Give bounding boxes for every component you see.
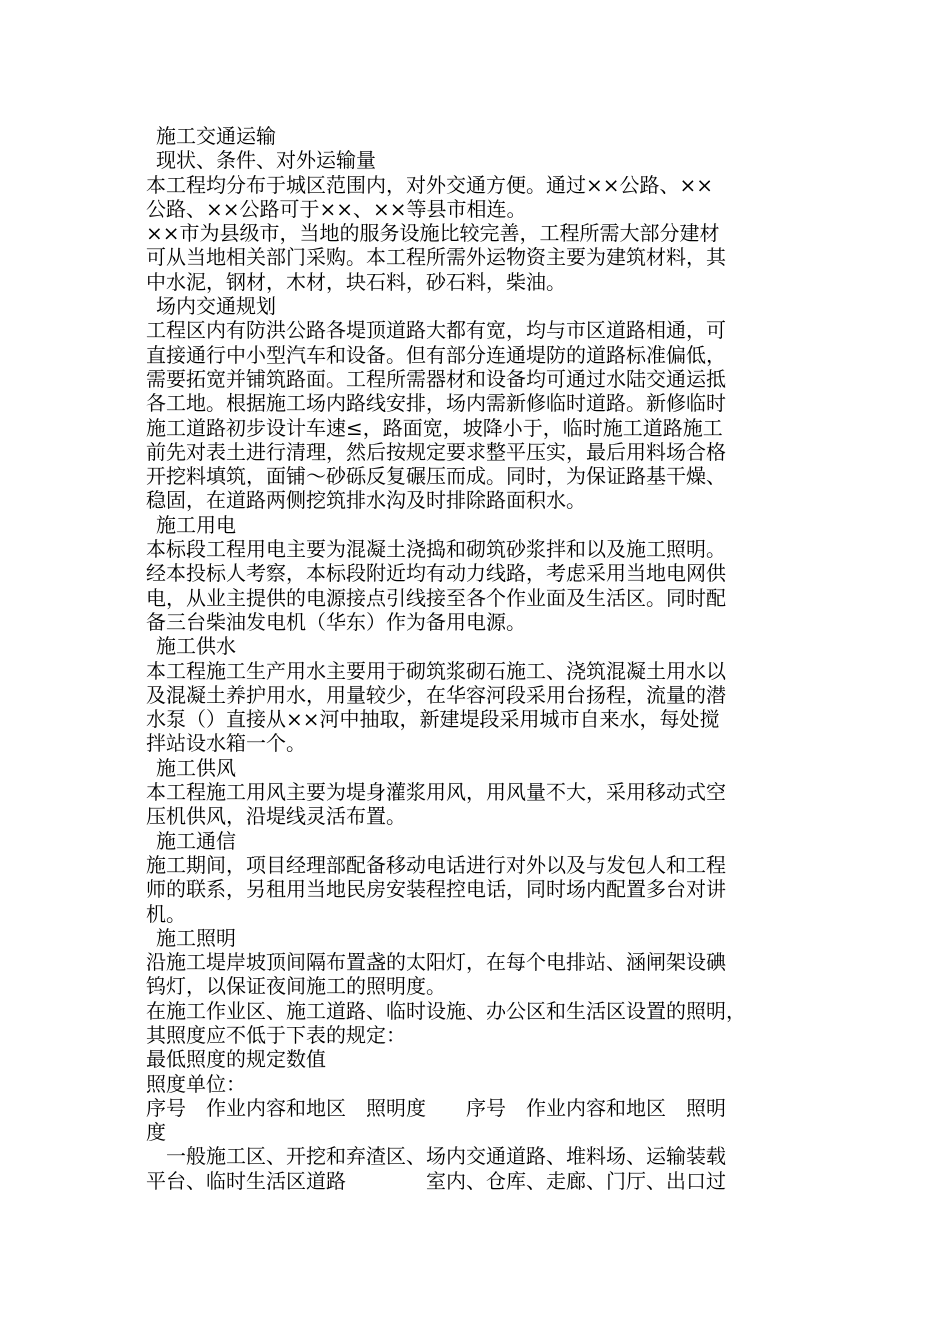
paragraph-line: 直接通行中小型汽车和设备。但有部分连通堤防的道路标准偏低， (146, 342, 726, 367)
section-heading: 施工用电 (156, 512, 236, 537)
paragraph-line: 本标段工程用电主要为混凝土浇捣和砌筑砂浆拌和以及施工照明。 (146, 537, 726, 562)
paragraph-line: 施工期间，项目经理部配备移动电话进行对外以及与发包人和工程 (146, 852, 726, 877)
paragraph-line: 其照度应不低于下表的规定： (146, 1022, 406, 1047)
paragraph-line: 公路、××公路可于××、××等县市相连。 (146, 196, 527, 221)
paragraph-line: 度 (146, 1120, 166, 1145)
section-heading: 现状、条件、对外运输量 (156, 148, 376, 173)
paragraph-line: 前先对表土进行清理，然后按规定要求整平压实，最后用料场合格 (146, 439, 726, 464)
document-body (146, 124, 816, 1193)
section-heading: 施工交通运输 (156, 124, 276, 148)
paragraph-line: 需要拓宽并铺筑路面。工程所需器材和设备均可通过水陆交通运抵 (146, 366, 726, 391)
paragraph-line: 及混凝土养护用水，用量较少，在华容河段采用台扬程，流量的潜 (146, 682, 726, 707)
section-heading: 施工供水 (156, 634, 236, 659)
paragraph-line: 工程区内有防洪公路各堤顶道路大都有宽，均与市区道路相通，可 (146, 318, 726, 343)
paragraph-line: 中水泥，钢材，木材，块石料，砂石料，柴油。 (146, 269, 566, 294)
paragraph-line: 平台、临时生活区道路 室内、仓库、走廊、门厅、出口过 (146, 1168, 726, 1193)
paragraph-line: 备三台柴油发电机（华东）作为备用电源。 (146, 609, 526, 634)
section-heading: 施工供风 (156, 755, 236, 780)
paragraph-line: 最低照度的规定数值 (146, 1047, 326, 1072)
paragraph-line: 开挖料填筑，面铺～砂砾反复碾压而成。同时，为保证路基干燥、 (146, 464, 726, 489)
paragraph-line: 拌站设水箱一个。 (146, 731, 306, 756)
paragraph-line: 钨灯，以保证夜间施工的照明度。 (146, 974, 446, 999)
paragraph-line: 机。 (146, 901, 186, 926)
paragraph-line: 稳固，在道路两侧挖筑排水沟及时排除路面积水。 (146, 488, 586, 513)
paragraph-line: 各工地。根据施工场内路线安排，场内需新修临时道路。新修临时 (146, 391, 726, 416)
paragraph-line: 本工程施工生产用水主要用于砌筑浆砌石施工、浇筑混凝土用水以 (146, 658, 726, 683)
paragraph-line: 沿施工堤岸坡顶间隔布置盏的太阳灯，在每个电排站、涵闸架设碘 (146, 950, 726, 975)
paragraph-line: 电，从业主提供的电源接点引线接至各个作业面及生活区。同时配 (146, 585, 726, 610)
paragraph-line: 可从当地相关部门采购。本工程所需外运物资主要为建筑材料，其 (146, 245, 726, 270)
paragraph-line: ××市为县级市，当地的服务设施比较完善，工程所需大部分建材 (146, 221, 720, 246)
paragraph-line: 本工程施工用风主要为堤身灌浆用风，用风量不大，采用移动式空 (146, 780, 726, 805)
section-heading: 施工通信 (156, 828, 236, 853)
paragraph-line: 施工道路初步设计车速≤，路面宽，坡降小于，临时施工道路施工 (146, 415, 723, 440)
paragraph-line: 水泵（）直接从××河中抽取，新建堤段采用城市自来水，每处搅 (146, 707, 720, 732)
paragraph-line: 序号 作业内容和地区 照明度 序号 作业内容和地区 照明 (146, 1095, 726, 1120)
paragraph-line: 经本投标人考察，本标段附近均有动力线路，考虑采用当地电网供 (146, 561, 726, 586)
paragraph-line: 本工程均分布于城区范围内，对外交通方便。通过××公路、×× (146, 172, 714, 197)
paragraph-line: 一般施工区、开挖和弃渣区、场内交通道路、堆料场、运输装载 (146, 1144, 726, 1169)
section-heading: 场内交通规划 (156, 294, 276, 319)
paragraph-line: 压机供风，沿堤线灵活布置。 (146, 804, 406, 829)
section-heading: 施工照明 (156, 925, 236, 950)
paragraph-line: 照度单位： (146, 1071, 246, 1096)
paragraph-line: 师的联系，另租用当地民房安装程控电话，同时场内配置多台对讲 (146, 877, 726, 902)
paragraph-line: 在施工作业区、施工道路、临时设施、办公区和生活区设置的照明， (146, 998, 746, 1023)
